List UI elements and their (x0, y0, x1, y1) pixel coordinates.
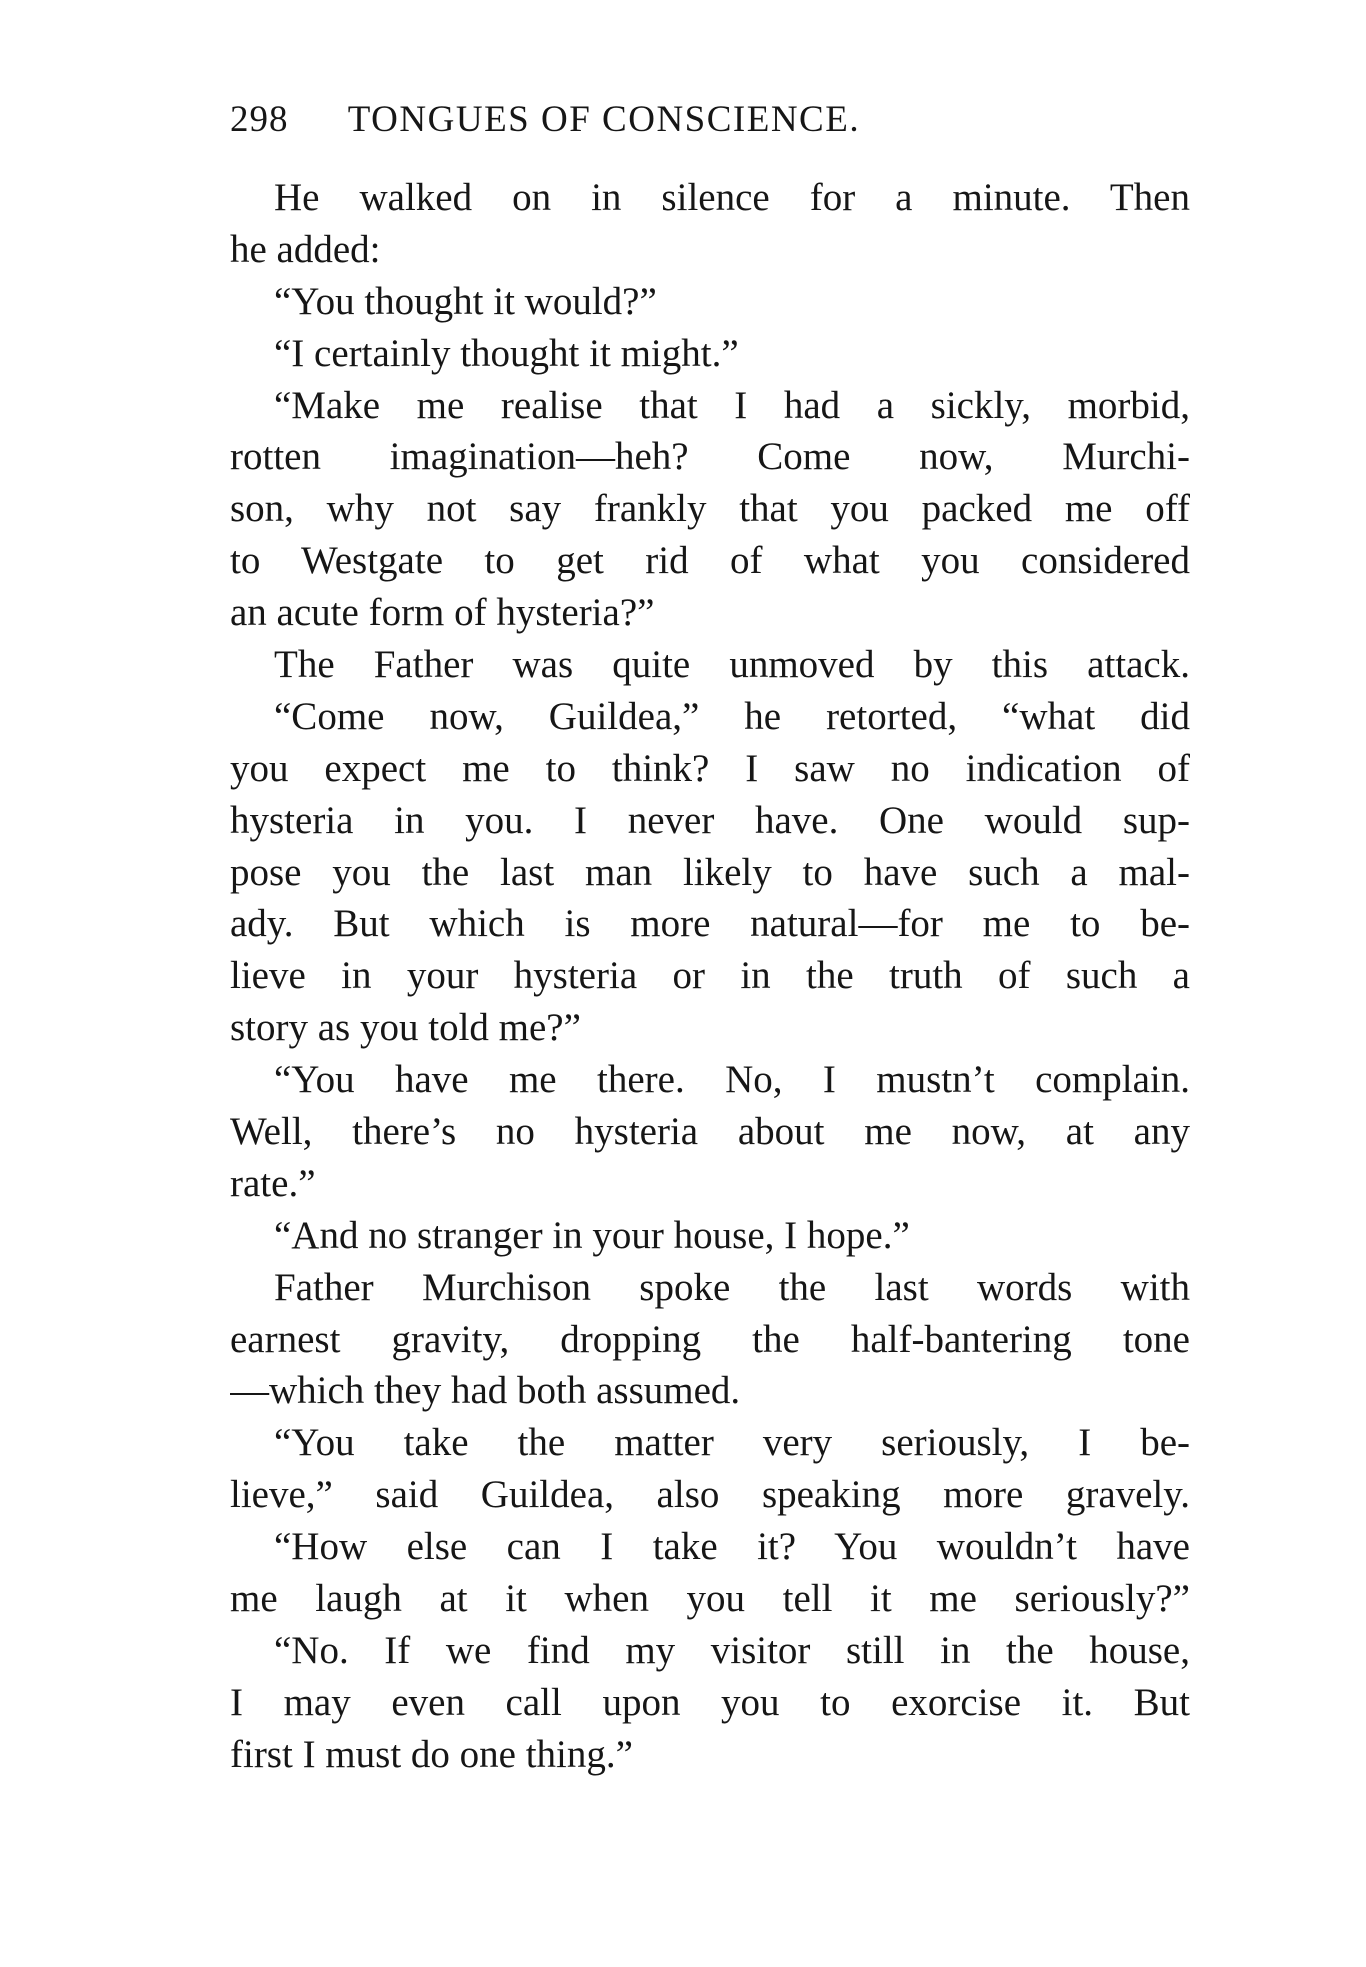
text-line: lieve,” said Guildea, also speaking more gravely. (230, 1473, 1190, 1517)
text-line: earnest gravity, dropping the half-bantering tone (230, 1317, 1190, 1361)
text-line: ady. But which is more natural—for me to be- (230, 902, 1190, 946)
text-line: hysteria in you. I never have. One would sup- (230, 798, 1190, 842)
text-line: Well, there’s no hysteria about me now, at any (230, 1110, 1190, 1154)
text-line: Father Murchison spoke the last words with (274, 1265, 1190, 1309)
text-line: The Father was quite unmoved by this attack. (274, 643, 1190, 687)
text-line: He walked on in silence for a minute. Then (274, 176, 1190, 219)
text-line: rotten imagination—heh? Come now, Murchi- (230, 435, 1190, 479)
text-line: “You have me there. No, I mustn’t complain. (274, 1058, 1190, 1102)
text-line: rate.” (230, 1161, 316, 1205)
text-line: you expect me to think? I saw no indication of (230, 746, 1190, 790)
text-line: me laugh at it when you tell it me seriously?” (230, 1577, 1190, 1621)
text-line: to Westgate to get rid of what you considered (230, 539, 1190, 583)
text-line: “Make me realise that I had a sickly, morbid, (274, 383, 1190, 427)
text-line: “Come now, Guildea,” he retorted, “what did (274, 694, 1190, 738)
running-head: TONGUES OF CONSCIENCE. (347, 99, 861, 140)
body-text (230, 172, 1190, 1781)
page-number: 298 (230, 99, 289, 140)
text-line: “You take the matter very seriously, I be- (274, 1421, 1190, 1465)
text-line: “I certainly thought it might.” (274, 331, 739, 375)
text-line: I may even call upon you to exorcise it. But (230, 1680, 1190, 1724)
text-line: “No. If we find my visitor still in the house, (274, 1628, 1190, 1672)
page-header (230, 94, 990, 146)
text-line: “You thought it would?” (274, 279, 657, 323)
text-line: “And no stranger in your house, I hope.” (274, 1213, 910, 1257)
text-line: an acute form of hysteria?” (230, 591, 655, 635)
text-line: “How else can I take it? You wouldn’t have (274, 1525, 1190, 1569)
text-line: son, why not say frankly that you packed me off (230, 487, 1190, 531)
text-line: —which they had both assumed. (230, 1369, 741, 1413)
text-line: pose you the last man likely to have such a mal- (230, 850, 1190, 894)
text-line: lieve in your hysteria or in the truth of such a (230, 954, 1190, 998)
text-line: he added: (230, 227, 381, 271)
text-line: story as you told me?” (230, 1006, 581, 1050)
text-line: first I must do one thing.” (230, 1732, 633, 1776)
